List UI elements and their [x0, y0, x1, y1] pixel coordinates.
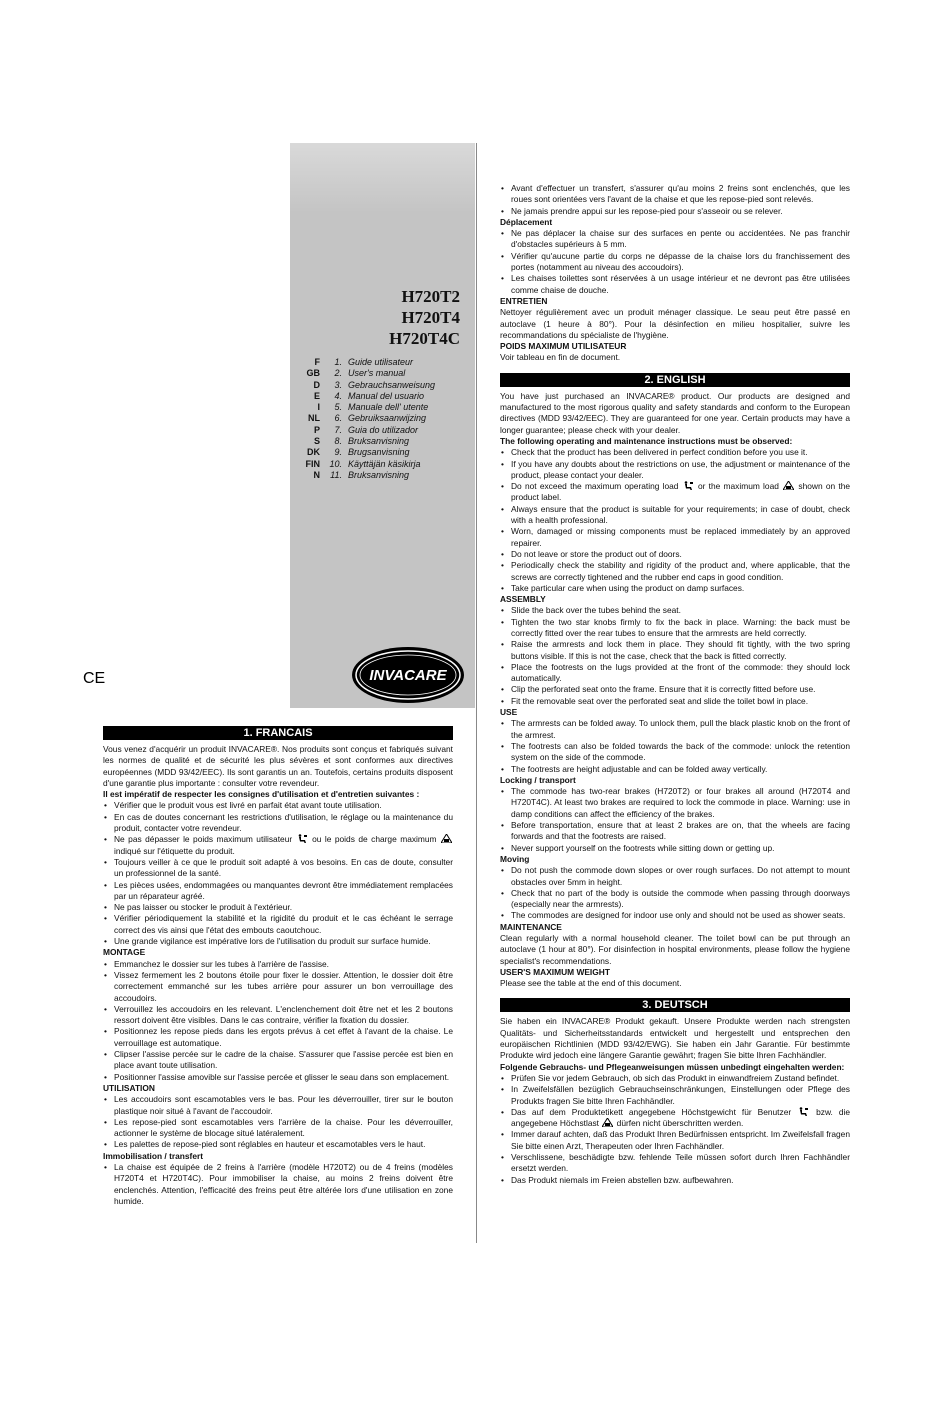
lang-num: 8. [334, 436, 342, 447]
lang-name: Guia do utilizador [348, 424, 419, 435]
heading-moving: Moving [500, 853, 530, 864]
list-item: • Emmanchez le dossier sur les tubes à l'arrière de l'assise. [103, 959, 453, 970]
list-item: • The footrests are height adjustable and can be folded away vertically. [500, 764, 850, 775]
weight-text: Ne pas dépasser le poids maximum utilisateur [114, 834, 293, 845]
section-title-english: 2. ENGLISH [500, 373, 850, 387]
list-item: • Les palettes de repose-pied sont réglables en hauteur et escamotables vers le haut. [103, 1139, 453, 1150]
list-item: • Verschlissene, beschädigte bzw. fehlende Teile müssen sofort durch Ihren Fachhändler ersetzt werden. [500, 1152, 850, 1175]
ce-mark [83, 668, 105, 686]
language-row [298, 368, 468, 379]
invacare-logo [350, 645, 466, 705]
list-item: • Check that no part of the body is outside the commode when passing through doorways (especially near the armrests). [500, 888, 850, 911]
list-item: • Vérifier périodiquement la stabilité et la rigidité du produit et le cas échéant le serrage correct des vis ainsi que l'état des embouts caoutchouc. [103, 913, 453, 936]
locking-list [500, 786, 850, 854]
list-item: • Les chaises toilettes sont réservées à un usage intérieur et ne devront pas être utilisées comme chaise de douche. [500, 273, 850, 296]
language-row [298, 402, 468, 413]
lang-name: User's manual [348, 368, 406, 379]
lang-name: Guide utilisateur [348, 357, 414, 367]
list-item: • Toujours veiller à ce que le produit soit adapté à vos besoins. En cas de doute, consulter un professionnel de la santé. [103, 857, 453, 880]
list-item: • In Zweifelsfällen bezüglich Gebrauchseinschränkungen, Einstellungen oder Pflege des Produkts fragen Sie bitte Ihren Fachhändler. [500, 1084, 850, 1107]
list-item: • Tighten the two star knobs firmly to fix the back in place. Warning: the back must be correctly fitted over the rear tubes to ensure that the armrests are held correctly. [500, 617, 850, 640]
list-item: • Vissez fermement les 2 boutons étoile pour fixer le dossier. Attention, le dossier doit être correctement emmanché sur les tubes arrière pour assurer un bon verrouillage des accoudoirs. [103, 970, 453, 1004]
weight-text: Das auf dem Produktetikett angegebene Höchstgewicht für Benutzer [511, 1106, 792, 1117]
list-item: • Vérifier que le produit vous est livré en parfait état avant toute utilisation. [103, 800, 453, 811]
list-item: • Une grande vigilance est impérative lors de l'utilisation du produit sur surface humide. [103, 936, 453, 947]
right-column [500, 183, 850, 1186]
list-item: • Check that the product has been delivered in perfect condition before you use it. [500, 447, 850, 458]
list-item [500, 1107, 850, 1130]
language-row [298, 413, 468, 424]
list-item: • Les accoudoirs sont escamotables vers le bas. Pour les déverrouiller, tirer sur le bouton plastique noir situé à l'avant de l'accoudoir. [103, 1094, 453, 1117]
lang-code: I [317, 402, 320, 413]
model-title: H720T4C [389, 329, 460, 348]
weight-text: ou le poids de charge maximum [312, 834, 437, 845]
french-intro: Vous venez d'acquérir un produit INVACARE®. Nos produits sont conçus et fabriqués suivant les normes de qualité et de sécurité les plus sévères et sont conformes aux directives européennes (MDD 93/42/EEC). Ils sont garantis un an. Toutefois, certains produits disposent d'une garantie plus importante : consulter votre revendeur. [103, 744, 453, 788]
model-title: H720T4 [401, 308, 460, 327]
french-rules [103, 800, 453, 947]
english-must: The following operating and maintenance instructions must be observed: [500, 435, 793, 446]
heading-entretien: ENTRETIEN [500, 295, 548, 306]
list-item: • Les repose-pied sont escamotables vers l'arrière de la chaise. Pour les déverrouiller, actionner le système de blocage situé latéralement. [103, 1117, 453, 1140]
list-item: • Do not push the commode down slopes or over rough surfaces. Do not attempt to mount obstacles over 5mm in height. [500, 865, 850, 888]
list-item: • Fit the removable seat over the perforated seat and slide the toilet bowl in place. [500, 696, 850, 707]
deplacement-list [500, 228, 850, 296]
lang-code: S [313, 436, 320, 447]
language-row [298, 436, 468, 447]
language-row [298, 470, 468, 481]
use-list [500, 718, 850, 774]
lang-code: P [313, 424, 320, 435]
poids-text: Voir tableau en fin de document. [500, 352, 621, 363]
lang-name: Manual del usuario [348, 390, 425, 401]
list-item [103, 834, 453, 857]
list-item: • Das Produkt niemals im Freien abstellen bzw. aufbewahren. [500, 1175, 850, 1186]
language-index [298, 357, 468, 481]
list-item [500, 481, 850, 504]
user-weight-icon [297, 834, 308, 843]
lang-code: F [314, 357, 320, 367]
list-item: • Worn, damaged or missing components must be replaced immediately by an approved repairer. [500, 526, 850, 549]
heading-max-weight: USER'S MAXIMUM WEIGHT [500, 966, 610, 977]
moving-list [500, 865, 850, 921]
lang-code: FIN [305, 458, 320, 469]
lang-name: Käyttäjän käsikirja [348, 458, 421, 469]
lang-num: 7. [334, 424, 342, 435]
list-item: • Avant d'effectuer un transfert, s'assurer qu'au moins 2 freins sont enclenchés, que les roues sont orientées vers l'avant de la chaise et que les repose-pied sont relevés. [500, 183, 850, 206]
heading-immobilisation: Immobilisation / transfert [103, 1150, 204, 1161]
list-item: • The footrests can also be folded towards the back of the commode: unlock the retention system on the side of the commode. [500, 741, 850, 764]
user-weight-icon [683, 481, 694, 490]
section-title-french: 1. FRANCAIS [103, 726, 453, 740]
heading-poids: POIDS MAXIMUM UTILISATEUR [500, 341, 627, 352]
lang-name: Gebrauchsanweisung [348, 379, 436, 390]
list-item: • Ne pas déplacer la chaise sur des surfaces en pente ou accidentées. Ne pas franchir d'obstacles supérieurs à 5 mm. [500, 228, 850, 251]
heading-assembly: ASSEMBLY [500, 594, 546, 605]
list-item: • If you have any doubts about the restrictions on use, the adjustment or maintenance of the product, please contact your dealer. [500, 459, 850, 482]
lang-code: D [313, 379, 320, 390]
lang-num: 5. [334, 402, 342, 413]
lang-num: 6. [334, 413, 342, 424]
language-row [298, 425, 468, 436]
language-row [298, 357, 468, 368]
list-item: • Verrouillez les accoudoirs en les relevant. L'enclenchement doit être net et les 2 boutons ressort doivent être visibles. Dans le cas contraire, vérifier la fixation du dossier. [103, 1004, 453, 1027]
heading-deplacement: Déplacement [500, 216, 553, 227]
language-row [298, 459, 468, 470]
list-item: • Positionner l'assise amovible sur l'assise percée et glisser le seau dans son emplacement. [103, 1072, 453, 1083]
lang-code: DK [307, 447, 320, 458]
heading-maintenance: MAINTENANCE [500, 921, 562, 932]
immobilisation-list [103, 1162, 453, 1207]
entretien-text: Nettoyer régulièrement avec un produit ménager classique. Le seau peut être passé en autoclave (1 heure à 80°). Pour la désinfection en milieu hospitalier, suivre les recommandations du spécialiste de l'hygiène. [500, 307, 850, 340]
list-item: • The armrests can be folded away. To unlock them, pull the black plastic knob on the front of the armrest. [500, 718, 850, 741]
lang-code: N [313, 469, 320, 480]
list-item: • Ne jamais prendre appui sur les repose-pied pour s'asseoir ou se relever. [500, 206, 850, 217]
language-row [298, 391, 468, 402]
montage-list [103, 959, 453, 1083]
list-item: • Slide the back over the tubes behind the seat. [500, 605, 850, 616]
heading-utilisation: UTILISATION [103, 1082, 155, 1093]
german-rules [500, 1073, 850, 1186]
lang-code: NL [308, 413, 320, 424]
list-item: • Vérifier qu'aucune partie du corps ne dépasse de la chaise lors du franchissement des portes (notamment au niveau des accoudoirs). [500, 251, 850, 274]
list-item: • Always ensure that the product is suitable for your requirements; in case of doubt, check with a health professional. [500, 504, 850, 527]
weight-text: bzw. die angegebene Höchstlast [511, 1106, 850, 1129]
lang-num: 1. [334, 357, 342, 367]
max-load-icon [783, 481, 794, 490]
list-item: • Immer darauf achten, daß das Produkt Ihren Bedürfnissen entspricht. Im Zweifelsfall fragen Sie bitte einen Arzt, Therapeuten oder Ihren Fachhändler. [500, 1129, 850, 1152]
french-must: Il est impératif de respecter les consignes d'utilisation et d'entretien suivantes : [103, 789, 420, 800]
list-item: • Clip the perforated seat onto the frame. Ensure that it is correctly fitted before use. [500, 684, 850, 695]
list-item: • Place the footrests on the lugs provided at the front of the commode: they should lock automatically. [500, 662, 850, 685]
list-item: • En cas de doutes concernant les restrictions d'utilisation, le réglage ou la maintenance du produit, contacter votre revendeur. [103, 812, 453, 835]
lang-num: 2. [334, 368, 342, 379]
weight-text: or the maximum load [697, 481, 779, 492]
weight-text: dürfen nicht überschritten werden. [616, 1118, 744, 1129]
section-title-german: 3. DEUTSCH [500, 998, 850, 1012]
assembly-list [500, 605, 850, 707]
lang-code: GB [306, 368, 320, 379]
heading-montage: MONTAGE [103, 947, 146, 958]
user-weight-icon [798, 1107, 809, 1116]
language-row [298, 447, 468, 458]
list-item: • La chaise est équipée de 2 freins à l'arrière (modèle H720T2) ou de 4 freins (modèles H720T4 et H720T4C). Pour immobiliser la chaise, au moins 2 freins doivent être enclenchés. Attention, l'efficacité des freins peut être altérée lors d'une utilisation en zone humide. [103, 1162, 453, 1207]
max-load-icon [441, 834, 452, 843]
immobilisation-list-continued [500, 183, 850, 217]
list-item: • Les pièces usées, endommagées ou manquantes devront être immédiatement remplacées par un réparateur agréé. [103, 880, 453, 903]
english-rules [500, 447, 850, 594]
list-item: • Positionnez les repose pieds dans les ergots prévus à cet effet à l'avant de la chaise. Le verrouillage est automatique. [103, 1026, 453, 1049]
utilisation-list [103, 1094, 453, 1150]
list-item: • Prüfen Sie vor jedem Gebrauch, ob sich das Produkt in einwandfreiem Zustand befindet. [500, 1073, 850, 1084]
max-load-icon [602, 1118, 613, 1127]
maintenance-text: Clean regularly with a normal household cleaner. The toilet bowl can be put through an autoclave (1 hour at 80°). For disinfection in hospital environments, please follow the hygiene specialist's recommendations. [500, 933, 850, 966]
weight-text: Do not exceed the maximum operating load [511, 481, 679, 492]
list-item: • Before transportation, ensure that at least 2 brakes are on, that the wheels are facing forwards and that the footrests are raised. [500, 820, 850, 843]
list-item: • Do not leave or store the product out of doors. [500, 549, 850, 560]
list-item: • The commode has two-rear brakes (H720T2) or four brakes all around (H720T4 and H720T4C). At least two brakes are required to lock the commode in place. Warning: use in damp conditions can affect the efficiency of the brakes. [500, 786, 850, 820]
german-intro: Sie haben ein INVACARE® Produkt gekauft. Unsere Produkte werden nach strengsten Qualitäts- und Sicherheitsstandards entwickelt und hergestellt und entsprechen den europäischen Richtlinien (MDD 93/42/EWG). Sie haben ein Jahr Garantie. Für bestimmte Produkte wird jedoch eine längere Garantie gewährt; fragen Sie bitte Ihren Fachhändler. [500, 1016, 850, 1061]
weight-text: shown on the product label. [511, 481, 851, 503]
german-must: Folgende Gebrauchs- und Pflegeanweisungen müssen unbedingt eingehalten werden: [500, 1061, 845, 1072]
list-item: • Raise the armrests and lock them in place. They should fit tightly, with the two spring buttons visible. If this is not the case, check that the back is fitted correctly. [500, 639, 850, 662]
column-divider [476, 143, 477, 1243]
list-item: • Ne pas laisser ou stocker le produit à l'extérieur. [103, 902, 453, 913]
logo-text: INVACARE [369, 667, 447, 684]
list-item: • Clipser l'assise percée sur le cadre de la chaise. S'assurer que l'assise percée est bien en place avant toute utilisation. [103, 1049, 453, 1072]
ce-mark-text: CE [83, 670, 105, 686]
lang-name: Brugsanvisning [348, 447, 410, 458]
lang-name: Gebruiksaanwijzing [348, 413, 427, 424]
lang-num: 9. [334, 447, 342, 458]
list-item: • Never support yourself on the footrests while sitting down or getting up. [500, 843, 850, 854]
heading-use: USE [500, 707, 518, 718]
language-row [298, 380, 468, 391]
english-intro: You have just purchased an INVACARE® product. Our products are designed and manufactured to the most rigorous quality and safety standards and conform to the European directives (MDD 93/42/EEC). They are guaranteed for one year. Certain products may have a longer guarantee; please check with your dealer. [500, 390, 850, 435]
model-titles [300, 286, 460, 349]
max-weight-text: Please see the table at the end of this document. [500, 978, 682, 989]
weight-text: indiqué sur l'étiquette du produit. [114, 845, 235, 856]
lang-num: 4. [334, 390, 342, 401]
french-column [103, 726, 453, 1207]
lang-name: Bruksanvisning [348, 469, 410, 480]
list-item: • The commodes are designed for indoor use only and should not be used as shower seats. [500, 910, 850, 921]
lang-name: Manuale dell' utente [348, 402, 429, 413]
list-item: • Take particular care when using the product on damp surfaces. [500, 583, 850, 594]
lang-code: E [313, 390, 320, 401]
lang-num: 3. [334, 379, 342, 390]
list-item: • Periodically check the stability and rigidity of the product and, where applicable, that the screws are correctly tightened and the rubber end caps in good condition. [500, 560, 850, 583]
lang-name: Bruksanvisning [348, 436, 410, 447]
lang-num: 10. [329, 458, 342, 469]
model-title: H720T2 [401, 287, 460, 306]
heading-locking: Locking / transport [500, 774, 576, 785]
lang-num: 11. [330, 469, 342, 480]
